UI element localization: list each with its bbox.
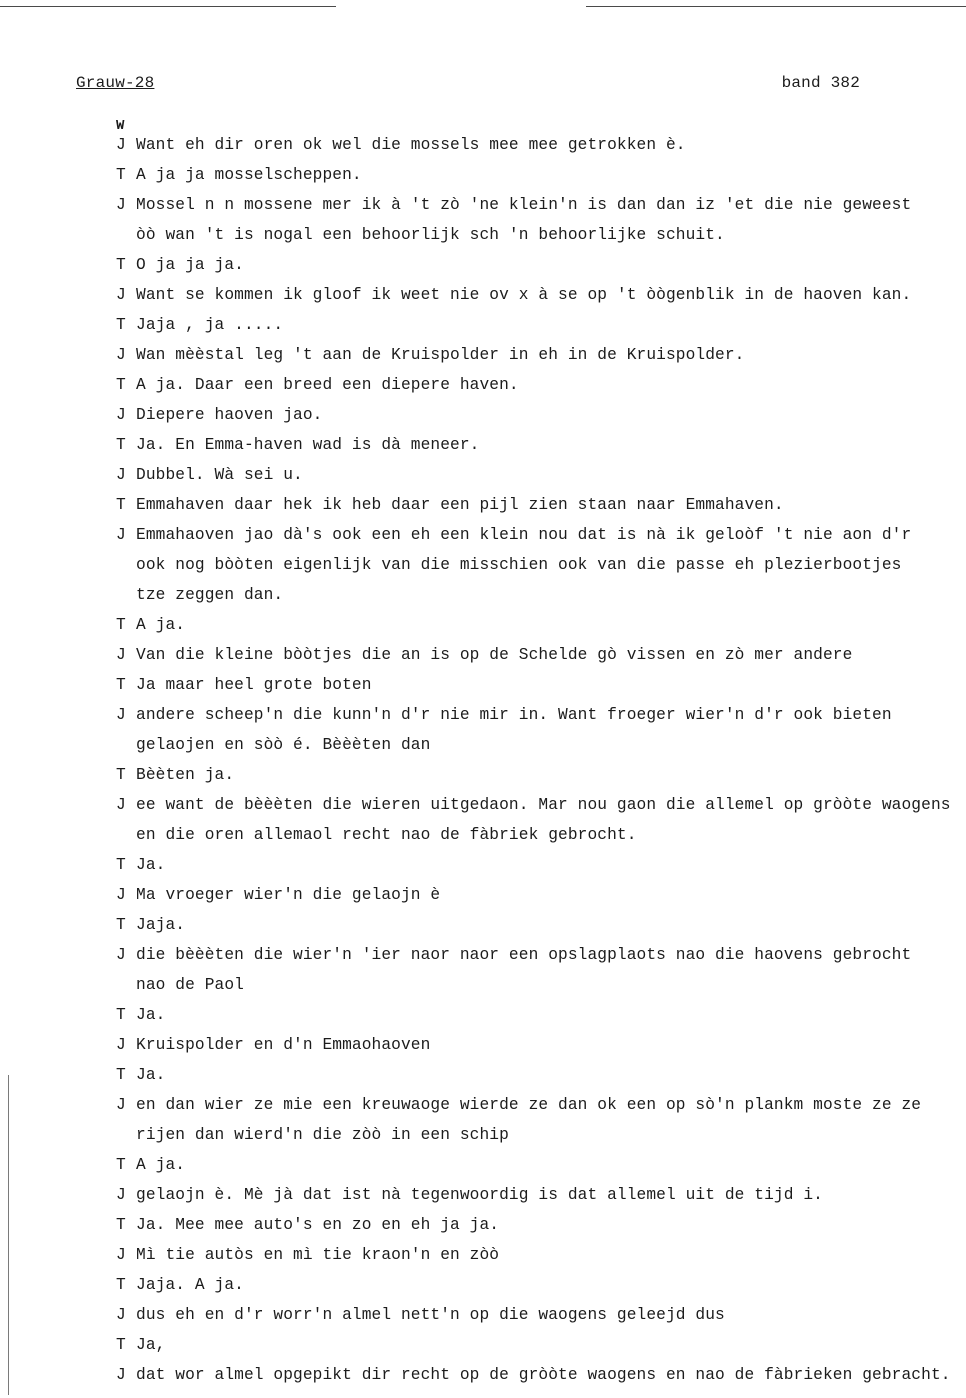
- transcript-line: [116, 1000, 966, 1030]
- speaker-label: J: [116, 196, 126, 214]
- utterance-text: Ja. En Emma-haven wad is dà meneer.: [136, 436, 480, 454]
- utterance-text: Bèèten ja.: [136, 766, 235, 784]
- transcript-line: [116, 1150, 966, 1180]
- speaker-label: J: [116, 946, 126, 964]
- utterance-text: Diepere haoven jao.: [136, 406, 323, 424]
- transcript-line: [116, 220, 966, 250]
- utterance-text: Wan mèèstal leg 't aan de Kruispolder in eh in de Kruispolder.: [136, 346, 745, 364]
- utterance-text: ook nog bòòten eigenlijk van die misschien ook van die passe eh plezierbootjes: [136, 556, 902, 574]
- utterance-text: Emmahaoven jao dà's ook een eh een klein nou dat is nà ik geloòf 't nie aon d'r: [136, 526, 912, 544]
- transcript-line: [116, 1120, 966, 1150]
- speaker-label: J: [116, 646, 126, 664]
- speaker-label: T: [116, 256, 126, 274]
- top-rule-left: [0, 6, 336, 7]
- speaker-label: J: [116, 886, 126, 904]
- utterance-text: Jaja , ja .....: [136, 316, 284, 334]
- transcript-line: [116, 280, 966, 310]
- transcript-line: [116, 790, 966, 820]
- speaker-label: J: [116, 466, 126, 484]
- speaker-label: T: [116, 676, 126, 694]
- transcript-line: [116, 520, 966, 550]
- transcript-line: [116, 310, 966, 340]
- speaker-label: J: [116, 406, 126, 424]
- utterance-text: nao de Paol: [136, 976, 244, 994]
- utterance-text: Dubbel. Wà sei u.: [136, 466, 303, 484]
- utterance-text: Jaja. A ja.: [136, 1276, 244, 1294]
- utterance-text: Ja.: [136, 1066, 166, 1084]
- transcript-line: [116, 1300, 966, 1330]
- utterance-text: Emmahaven daar hek ik heb daar een pijl zien staan naar Emmahaven.: [136, 496, 784, 514]
- transcript-line: [116, 640, 966, 670]
- transcript-line: [116, 1270, 966, 1300]
- utterance-text: Mossel n n mossene mer ik à 't zò 'ne klein'n is dan dan iz 'et die nie geweest: [136, 196, 912, 214]
- speaker-label: J: [116, 1366, 126, 1384]
- speaker-label: [116, 820, 136, 850]
- utterance-text: tze zeggen dan.: [136, 586, 284, 604]
- transcript-line: [116, 490, 966, 520]
- margin-mark: [8, 1075, 9, 1395]
- speaker-label: J: [116, 1036, 126, 1054]
- speaker-label: J: [116, 1186, 126, 1204]
- utterance-text: Kruispolder en d'n Emmaohaoven: [136, 1036, 431, 1054]
- utterance-text: Mì tie autòs en mì tie kraon'n en zòò: [136, 1246, 500, 1264]
- transcript-line: [116, 850, 966, 880]
- speaker-label: [116, 220, 136, 250]
- utterance-text: rijen dan wierd'n die zòò in een schip: [136, 1126, 509, 1144]
- transcript-line: [116, 970, 966, 1000]
- speaker-label: T: [116, 856, 126, 874]
- speaker-label: J: [116, 1096, 126, 1114]
- transcript-line: [116, 550, 966, 580]
- utterance-text: Ja. Mee mee auto's en zo en eh ja ja.: [136, 1216, 500, 1234]
- transcript-line: [116, 400, 966, 430]
- utterance-text: dus eh en d'r worr'n almel nett'n op die waogens geleejd dus: [136, 1306, 725, 1324]
- speaker-label: [116, 730, 136, 760]
- speaker-label: T: [116, 316, 126, 334]
- speaker-label: T: [116, 1216, 126, 1234]
- speaker-label: T: [116, 1276, 126, 1294]
- speaker-label: T: [116, 1006, 126, 1024]
- transcript-line: [116, 880, 966, 910]
- utterance-text: Ja maar heel grote boten: [136, 676, 372, 694]
- speaker-label: T: [116, 166, 126, 184]
- utterance-text: O ja ja ja.: [136, 256, 244, 274]
- speaker-label: T: [116, 376, 126, 394]
- speaker-label: T: [116, 496, 126, 514]
- document-id: Grauw-28: [76, 74, 155, 92]
- transcript-line: [116, 1210, 966, 1240]
- transcript-line: [116, 430, 966, 460]
- transcript-line: [116, 460, 966, 490]
- transcript-line: [116, 760, 966, 790]
- speaker-label: T: [116, 916, 126, 934]
- utterance-text: andere scheep'n die kunn'n d'r nie mir in. Want froeger wier'n d'r ook bieten: [136, 706, 892, 724]
- transcript-line: [116, 1240, 966, 1270]
- speaker-label: J: [116, 286, 126, 304]
- transcript-line: [116, 1360, 966, 1390]
- transcript-line: [116, 1180, 966, 1210]
- transcript-line: [116, 340, 966, 370]
- transcript-line: [116, 670, 966, 700]
- utterance-text: dat wor almel opgepikt dir recht op de gròòte waogens en nao de fàbrieken gebracht.: [136, 1366, 951, 1384]
- speaker-label: J: [116, 136, 126, 154]
- speaker-label: T: [116, 436, 126, 454]
- transcript-line: [116, 910, 966, 940]
- speaker-label: T: [116, 1156, 126, 1174]
- speaker-label: T: [116, 616, 126, 634]
- speaker-label: J: [116, 1246, 126, 1264]
- top-rule-right: [586, 6, 966, 7]
- utterance-text: die bèèèten die wier'n 'ier naor naor een opslagplaots nao die haovens gebrocht: [136, 946, 912, 964]
- utterance-text: A ja ja mosselscheppen.: [136, 166, 362, 184]
- transcript-line: [116, 250, 966, 280]
- utterance-text: Jaja.: [136, 916, 186, 934]
- utterance-text: Ja,: [136, 1336, 166, 1354]
- utterance-text: Ma vroeger wier'n die gelaojn è: [136, 886, 441, 904]
- utterance-text: Ja.: [136, 1006, 166, 1024]
- speaker-label: T: [116, 766, 126, 784]
- transcript-line: [116, 820, 966, 850]
- speaker-label: [116, 970, 136, 1000]
- utterance-text: en die oren allemaol recht nao de fàbriek gebrocht.: [136, 826, 637, 844]
- utterance-text: Van die kleine bòòtjes die an is op de Schelde gò vissen en zò mer andere: [136, 646, 853, 664]
- utterance-text: ee want de bèèèten die wieren uitgedaon. Mar nou gaon die allemel op gròòte waogens: [136, 796, 951, 814]
- utterance-text: Want se kommen ik gloof ik weet nie ov x à se op 't òògenblik in de haoven kan.: [136, 286, 912, 304]
- utterance-text: en dan wier ze mie een kreuwaoge wierde ze dan ok een op sò'n plankm moste ze ze: [136, 1096, 922, 1114]
- speaker-label: J: [116, 1306, 126, 1324]
- utterance-text: A ja. Daar een breed een diepere haven.: [136, 376, 519, 394]
- transcript-line: [116, 730, 966, 760]
- transcript: [116, 130, 966, 1390]
- speaker-label: [116, 1120, 136, 1150]
- speaker-label: J: [116, 796, 126, 814]
- transcript-line: [116, 1030, 966, 1060]
- speaker-label: [116, 550, 136, 580]
- utterance-text: Want eh dir oren ok wel die mossels mee mee getrokken è.: [136, 136, 686, 154]
- speaker-label: J: [116, 526, 126, 544]
- speaker-label: T: [116, 1336, 126, 1354]
- transcript-line: [116, 580, 966, 610]
- transcript-line: [116, 1060, 966, 1090]
- transcript-line: [116, 370, 966, 400]
- utterance-text: gelaojen en sòò é. Bèèèten dan: [136, 736, 431, 754]
- transcript-line: [116, 700, 966, 730]
- utterance-text: Ja.: [136, 856, 166, 874]
- transcript-line: [116, 160, 966, 190]
- utterance-text: òò wan 't is nogal een behoorlijk sch 'n behoorlijke schuit.: [136, 226, 725, 244]
- transcript-line: [116, 1090, 966, 1120]
- transcript-line: [116, 610, 966, 640]
- page-mark: W: [116, 118, 125, 134]
- speaker-label: J: [116, 706, 126, 724]
- speaker-label: J: [116, 346, 126, 364]
- speaker-label: T: [116, 1066, 126, 1084]
- utterance-text: A ja.: [136, 616, 186, 634]
- transcript-line: [116, 1330, 966, 1360]
- transcript-line: [116, 940, 966, 970]
- speaker-label: [116, 580, 136, 610]
- utterance-text: gelaojn è. Mè jà dat ist nà tegenwoordig is dat allemel uit de tijd i.: [136, 1186, 823, 1204]
- utterance-text: A ja.: [136, 1156, 186, 1174]
- tape-number: band 382: [781, 74, 860, 92]
- transcript-line: [116, 130, 966, 160]
- transcript-line: [116, 190, 966, 220]
